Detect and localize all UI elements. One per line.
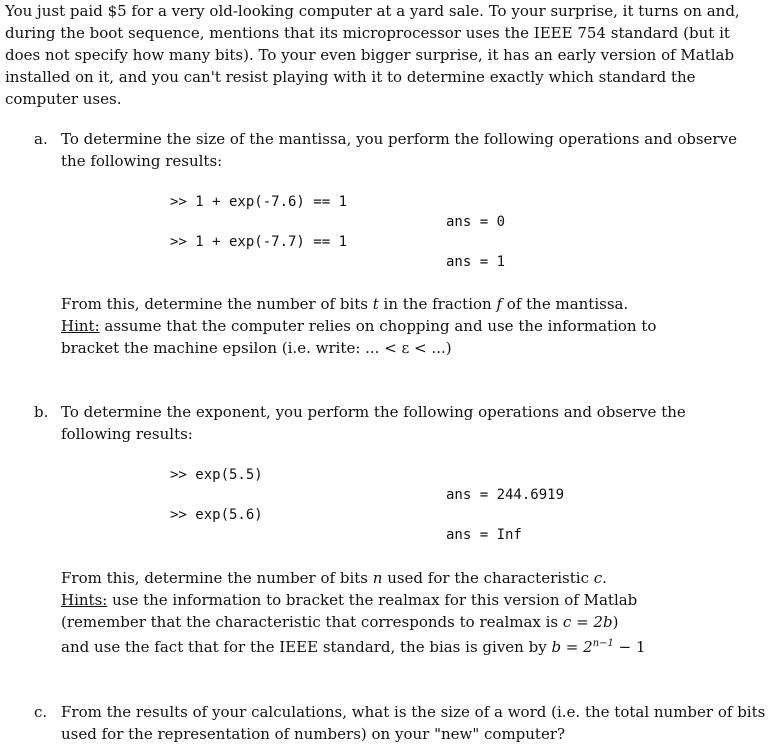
var-f: f	[496, 295, 503, 313]
part-b-conclusion	[61, 567, 773, 658]
code-command-b1: >> exp(5.5)	[170, 467, 263, 483]
part-a-conclusion	[61, 293, 773, 359]
hint-line: Hint: assume that the computer relies on chopping and use the information to	[61, 317, 657, 335]
prompt-line: used for the representation of numbers) on your "new" computer?	[61, 725, 566, 743]
part-a-label: a.	[34, 130, 48, 148]
code-answer-b1: ans = 244.6919	[446, 487, 565, 503]
part-a-prompt	[61, 128, 773, 172]
var-c: c	[593, 569, 603, 587]
intro-line: computer uses.	[5, 90, 122, 108]
prompt-line: To determine the exponent, you perform the following operations and observe the	[61, 403, 686, 421]
intro-line: You just paid $5 for a very old-looking computer at a yard sale. To your surprise, it turns on and,	[5, 2, 740, 20]
code-answer-b2: ans = Inf	[446, 527, 522, 543]
code-answer-a2: ans = 1	[446, 254, 506, 270]
part-c-label: c.	[34, 703, 48, 721]
code-answer-a1: ans = 0	[446, 214, 506, 230]
conclusion-line: From this, determine the number of bits t in the fraction f of the mantissa.	[61, 295, 629, 313]
formula-bias: b = 2	[551, 638, 593, 656]
prompt-line: From the results of your calculations, what is the size of a word (i.e. the total number of bits	[61, 703, 766, 721]
conclusion-line: bracket the machine epsilon (i.e. write: ... < ε < ...)	[61, 339, 452, 357]
hint-label: Hints:	[61, 591, 108, 609]
formula-bias-exponent: n−1	[592, 638, 614, 649]
part-c-prompt	[61, 701, 773, 745]
hint-line: Hints: use the information to bracket the realmax for this version of Matlab	[61, 591, 638, 609]
code-command-a1: >> 1 + exp(-7.6) == 1	[170, 194, 348, 210]
formula-realmax: c = 2b	[562, 613, 613, 631]
intro-line: does not specify how many bits). To your even bigger surprise, it has an early version of Matlab	[5, 46, 735, 64]
code-command-a2: >> 1 + exp(-7.7) == 1	[170, 234, 348, 250]
part-b-label: b.	[34, 403, 49, 421]
prompt-line: following results:	[61, 425, 193, 443]
hint-label: Hint:	[61, 317, 100, 335]
conclusion-line: and use the fact that for the IEEE standard, the bias is given by $b = 2^{n-1} - 1$	[61, 638, 646, 656]
code-command-b2: >> exp(5.6)	[170, 507, 263, 523]
var-n: n	[372, 569, 383, 587]
prompt-line: To determine the size of the mantissa, you perform the following operations and observe	[61, 130, 737, 148]
conclusion-line: (remember that the characteristic that corresponds to realmax is c = 2b)	[61, 613, 619, 631]
var-t: t	[372, 295, 379, 313]
intro-paragraph	[5, 0, 775, 110]
intro-line: installed on it, and you can't resist playing with it to determine exactly which standard the	[5, 68, 696, 86]
prompt-line: the following results:	[61, 152, 223, 170]
conclusion-line: From this, determine the number of bits n used for the characteristic c.	[61, 569, 607, 587]
part-b-prompt	[61, 401, 773, 445]
intro-line: during the boot sequence, mentions that its microprocessor uses the IEEE 754 standard (but it	[5, 24, 730, 42]
